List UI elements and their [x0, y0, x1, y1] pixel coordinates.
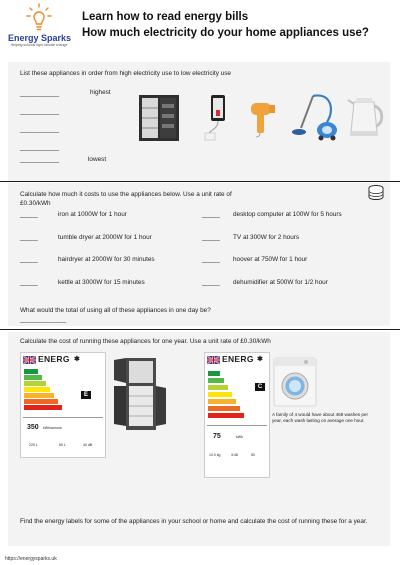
energy-star-icon: ✱	[257, 356, 263, 363]
annual-cost-section	[8, 332, 390, 546]
efficiency-bar-f	[24, 399, 58, 404]
uk-flag-icon	[23, 356, 36, 364]
efficiency-bar-c	[208, 385, 228, 390]
annual-kwh-value: 350	[27, 424, 39, 431]
blank-4[interactable]: ___________	[20, 144, 60, 151]
page-title	[82, 9, 369, 41]
efficiency-bar-e	[208, 399, 236, 404]
cost-item: kettle at 3000W for 15 minutes	[58, 279, 145, 286]
efficiency-bar-d	[24, 387, 50, 392]
cost-blank[interactable]: _____	[202, 234, 220, 241]
logo-tagline: Helping schools fight climate change	[10, 43, 68, 47]
efficiency-bar-c	[24, 381, 46, 386]
fridge-freezer-icon	[138, 94, 180, 142]
cost-blank[interactable]: _____	[20, 234, 38, 241]
cost-calculation-section	[8, 183, 390, 326]
kettle-icon	[346, 94, 384, 138]
efficiency-bar-a	[208, 371, 220, 376]
cost-item: hoover at 750W for 1 hour	[233, 256, 308, 263]
label-figure: 50	[251, 453, 255, 457]
highest-label: highest	[90, 89, 111, 96]
cost-item: hairdryer at 2000W for 30 minutes	[58, 256, 155, 263]
washing-note: A family of 4 would have about 468 washes per year, each wash lasting on average one hour.	[272, 412, 369, 424]
efficiency-bar-f	[208, 406, 240, 411]
energy-sparks-logo	[8, 4, 70, 54]
label-figure: 40 dB	[83, 443, 93, 447]
label-figure: 60 L	[59, 443, 66, 447]
energy-label-header	[23, 355, 103, 365]
efficiency-bar-g	[208, 413, 244, 418]
cost-blank[interactable]: _____	[202, 279, 220, 286]
total-blank[interactable]: _____________	[20, 316, 67, 323]
blank-1[interactable]: ___________	[20, 90, 60, 97]
logo-name: Energy Sparks	[8, 33, 72, 43]
ordering-section	[8, 62, 390, 181]
cost-blank[interactable]: _____	[202, 211, 220, 218]
blank-3[interactable]: ___________	[20, 126, 60, 133]
efficiency-bar-b	[208, 378, 224, 383]
energy-brand: ENERG	[222, 354, 254, 364]
efficiency-rating-badge: E	[81, 391, 91, 399]
label-figure: 10.0 kg	[209, 453, 221, 457]
energy-label-fridge	[20, 352, 106, 458]
energy-star-icon: ✱	[74, 356, 80, 363]
efficiency-bar-g	[24, 405, 62, 410]
cost-instruction-line-1: Calculate how much it costs to use the appliances below. Use a unit rate of	[20, 191, 232, 198]
washing-machine-icon	[272, 356, 318, 408]
efficiency-rating-badge: C	[255, 383, 265, 391]
annual-kwh-unit: kWh/annum	[43, 426, 62, 430]
cost-item: tumble dryer at 2000W for 1 hour	[58, 234, 152, 241]
phone-charger-icon	[203, 95, 233, 140]
energy-label-header	[207, 355, 267, 365]
energy-label-washing-machine	[204, 352, 270, 478]
lowest-label: lowest	[88, 156, 107, 163]
cost-blank[interactable]: _____	[20, 256, 38, 263]
cost-item: dehumidifier at 500W for 1/2 hour	[233, 279, 328, 286]
coin-stack-icon	[368, 185, 384, 201]
section-divider-2	[0, 329, 400, 330]
efficiency-bar-d	[208, 392, 232, 397]
annual-instruction: Calculate the cost of running these appliances for one year. Use a unit rate of £0.30/kWh	[20, 338, 271, 345]
ordering-instruction: List these appliances in order from high electricity use to low electricity use	[20, 70, 231, 77]
cost-blank[interactable]: _____	[202, 256, 220, 263]
efficiency-bar-a	[24, 369, 38, 374]
annual-kwh-unit: kWh	[236, 435, 243, 439]
cost-blank[interactable]: _____	[20, 211, 38, 218]
title-line-1: Learn how to read energy bills	[82, 11, 249, 23]
efficiency-bar-b	[24, 375, 42, 380]
label-figure: 3:48	[231, 453, 238, 457]
footer-url[interactable]: https://energysparks.uk	[5, 556, 57, 562]
blank-5[interactable]: ___________	[20, 156, 60, 163]
lightbulb-icon	[27, 4, 51, 32]
vacuum-cleaner-icon	[291, 92, 339, 142]
energy-label-divider	[207, 425, 267, 426]
total-question: What would the total of using all of these appliances in one day be?	[20, 307, 211, 314]
closing-instruction: Find the energy labels for some of the appliances in your school or home and calculate the cost of running these for a year.	[20, 518, 368, 525]
cost-instruction-line-2: £0.30/kWh	[20, 200, 51, 207]
header	[0, 0, 400, 58]
title-line-2: How much electricity do your home appliances use?	[82, 27, 369, 39]
blank-2[interactable]: ___________	[20, 108, 60, 115]
cost-item: desktop computer at 100W for 5 hours	[233, 211, 342, 218]
hairdryer-icon	[250, 99, 276, 137]
cost-item: TV at 300W for 2 hours	[233, 234, 300, 241]
efficiency-bar-e	[24, 393, 54, 398]
cost-item: iron at 1000W for 1 hour	[58, 211, 127, 218]
cost-blank[interactable]: _____	[20, 279, 38, 286]
energy-brand: ENERG	[38, 354, 70, 364]
open-fridge-icon	[112, 356, 168, 432]
uk-flag-icon	[207, 356, 220, 364]
energy-label-divider	[23, 417, 103, 418]
annual-kwh-value: 75	[213, 433, 221, 440]
label-figure: 220 L	[29, 443, 38, 447]
